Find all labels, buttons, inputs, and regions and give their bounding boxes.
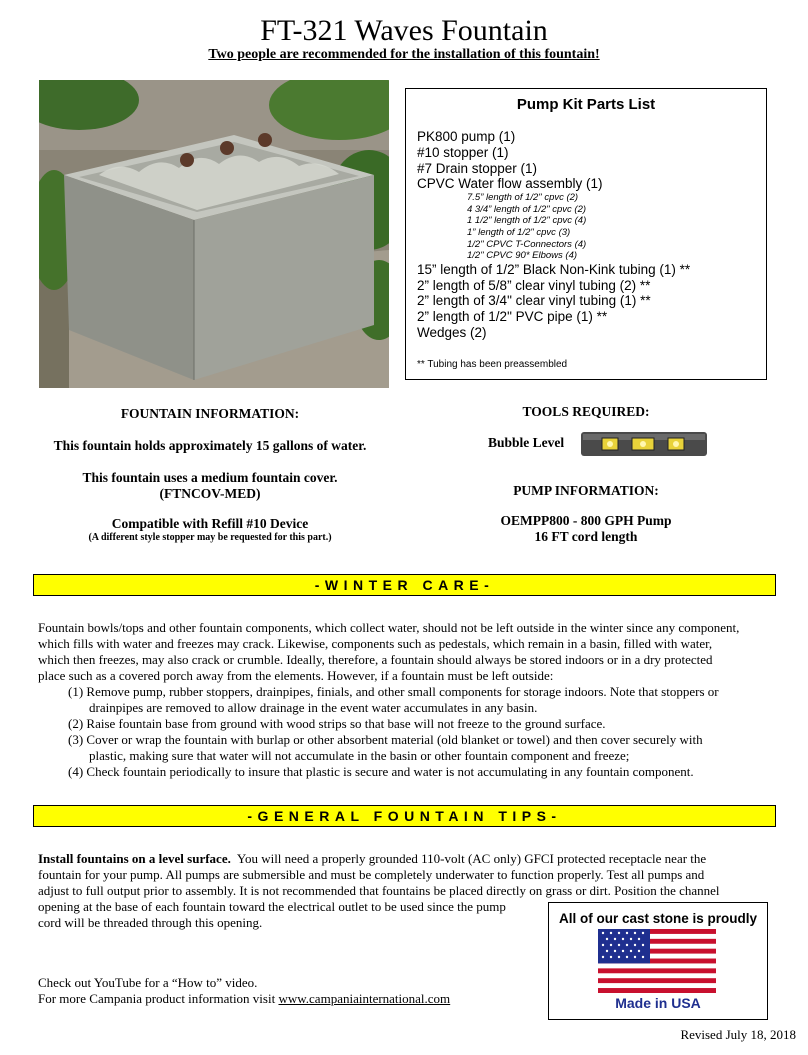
tips-line: cord will be threaded through this opening. [38, 915, 263, 930]
winter-step-cont: drainpipes are removed to allow drainage in the event water accumulates in any basin. [89, 700, 538, 715]
tips-line-rest: You will need a properly grounded 110-volt (AC only) GFCI protected receptacle near the [230, 851, 707, 866]
parts-item: 2” length of 5/8” clear vinyl tubing (2) ** [417, 277, 651, 293]
parts-subitem: 1/2" CPVC 90* Elbows (4) [467, 250, 578, 262]
winter-step-cont: plastic, making sure that water will not accumulate in the basin or other fountain component and freeze; [89, 748, 630, 763]
fountain-capacity: This fountain holds approximately 15 gallons of water. [53, 438, 367, 453]
fountain-cover: This fountain uses a medium fountain cover. [82, 470, 338, 485]
fountain-refill-note: (A different style stopper may be requested for this part.) [88, 532, 332, 543]
winter-care-banner: -WINTER CARE- [33, 574, 776, 596]
youtube-text: Check out YouTube for a “How to” video. [38, 975, 258, 990]
winter-step: (1) Remove pump, rubber stoppers, drainpipes, finials, and other small components for storage indoors. Note that stoppers or [68, 684, 719, 699]
fountain-info-heading: FOUNTAIN INFORMATION: [120, 406, 300, 421]
revised-date: Revised July 18, 2018 [680, 1027, 796, 1042]
us-flag-icon [598, 929, 716, 998]
parts-item: PK800 pump (1) [417, 129, 516, 144]
more-info-text [38, 991, 450, 1007]
winter-line: which then freezes, may also crack or crumble. Ideally, therefore, a fountain should always be stored indoors or in a dry protected [38, 652, 713, 667]
usa-caption: All of our cast stone is proudly [558, 911, 758, 926]
parts-item: 2” length of 1/2" PVC pipe (1) ** [417, 309, 608, 325]
parts-subitem: 1/2" CPVC T-Connectors (4) [467, 238, 587, 250]
made-in-usa-label: Made in USA [615, 995, 701, 1011]
more-info-prefix: For more Campania product information visit [38, 991, 279, 1006]
website-link[interactable]: www.campaniainternational.com [278, 991, 451, 1006]
parts-item: #10 stopper (1) [417, 144, 509, 160]
tips-line: opening at the base of each fountain toward the electrical outlet to be used since the pump [38, 899, 506, 914]
winter-line: Fountain bowls/tops and other fountain components, which collect water, should not be left outside in the winter since any component, [38, 620, 740, 635]
made-in-usa-box [548, 902, 768, 1020]
winter-step: (4) Check fountain periodically to insure that plastic is secure and water is not accumulating in any fountain component. [68, 764, 694, 779]
parts-subitem: 7.5” length of 1/2" cpvc (2) [467, 192, 579, 204]
parts-subitem: 4 3/4” length of 1/2" cpvc (2) [467, 203, 587, 215]
tips-line: adjust to full output prior to assembly. It is not recommended that fountains be placed directly on grass or dirt. Position the channel [38, 883, 720, 898]
parts-subitem: 1 1/2" length of 1/2" cpvc (4) [467, 215, 587, 227]
winter-line: which fills with water and freezes may crack. Likewise, components such as pedestals, which remain in a basin, filled with water, [38, 636, 713, 651]
parts-item: 2” length of 3/4" clear vinyl tubing (1) ** [417, 293, 651, 309]
parts-list-box [405, 88, 767, 380]
page-subtitle: Two people are recommended for the installation of this fountain! [208, 47, 600, 62]
pump-model: OEMPP800 - 800 GPH Pump [500, 513, 672, 528]
tips-line [38, 851, 720, 867]
winter-steps [68, 684, 719, 780]
fountain-refill: Compatible with Refill #10 Device [111, 516, 309, 531]
fountain-photo [39, 80, 389, 388]
bubble-level-icon [580, 429, 708, 464]
tips-line: fountain for your pump. All pumps are submersible and must be completely underwater to function properly. Test all pumps and [38, 867, 705, 882]
parts-note: ** Tubing has been preassembled [417, 359, 568, 370]
pump-info-heading: PUMP INFORMATION: [513, 483, 659, 498]
parts-item: Wedges (2) [417, 324, 487, 340]
parts-list [417, 129, 762, 341]
winter-step: (2) Raise fountain base from ground with wood strips so that base will not freeze to the ground surface. [68, 716, 606, 731]
tool-item: Bubble Level [488, 435, 565, 450]
general-tips-banner: -GENERAL FOUNTAIN TIPS- [33, 805, 776, 827]
winter-care-text [38, 620, 739, 684]
winter-step: (3) Cover or wrap the fountain with burlap or other absorbent material (old blanket or towel) and then cover securely with [68, 732, 703, 747]
parts-item: #7 Drain stopper (1) [417, 160, 538, 176]
parts-subitem: 1” length of 1/2" cpvc (3) [467, 226, 571, 238]
winter-line: place such as a covered porch away from the elements. However, if a fountain must be left outside: [38, 668, 554, 683]
pump-cord: 16 FT cord length [534, 529, 638, 544]
parts-item: CPVC Water flow assembly (1) [417, 176, 603, 192]
fountain-cover-code: (FTNCOV-MED) [159, 486, 261, 501]
page-title: FT-321 Waves Fountain [260, 14, 548, 47]
parts-list-heading: Pump Kit Parts List [516, 96, 656, 113]
tools-heading: TOOLS REQUIRED: [522, 404, 650, 419]
tips-lead: Install fountains on a level surface. [38, 851, 231, 866]
parts-item: 15” length of 1/2” Black Non-Kink tubing (1) ** [417, 261, 691, 277]
